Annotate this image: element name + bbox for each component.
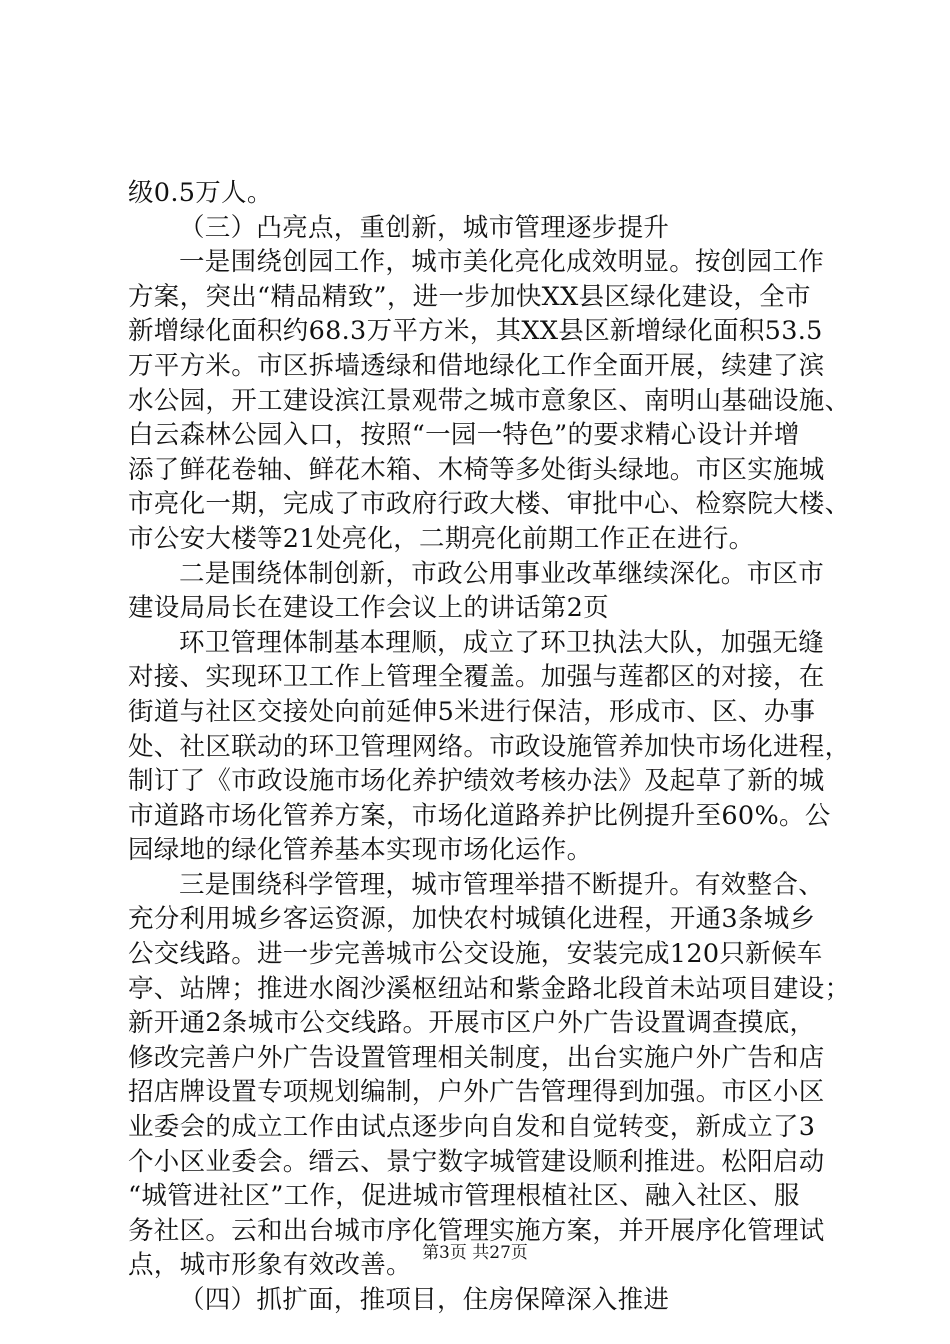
text-line: 对接、实现环卫工作上管理全覆盖。加强与莲都区的对接，在 — [128, 662, 825, 693]
text-line: 白云森林公园入口，按照“一园一特色”的要求精心设计并增 — [128, 420, 800, 451]
text-line: 万平方米。市区拆墙透绿和借地绿化工作全面开展，续建了滨 — [128, 350, 825, 381]
text-line: 招店牌设置专项规划编制，户外广告管理得到加强。市区小区 — [128, 1077, 825, 1108]
text-line: 公交线路。进一步完善城市公交设施，安装完成120只新候车 — [128, 939, 823, 970]
text-line: 市道路市场化管养方案，市场化道路养护比例提升至60%。公 — [128, 800, 831, 831]
text-line: 市亮化一期，完成了市政府行政大楼、审批中心、检察院大楼、 — [128, 489, 851, 520]
document-body — [128, 176, 851, 1318]
text-line: 添了鲜花卷轴、鲜花木箱、木椅等多处街头绿地。市区实施城 — [128, 454, 825, 485]
text-line: 充分利用城乡客运资源，加快农村城镇化进程，开通3条城乡 — [128, 904, 816, 935]
text-line: 二是围绕体制创新，市政公用事业改革继续深化。市区市 — [179, 558, 825, 589]
text-line: 点，城市形象有效改善。 — [128, 1250, 412, 1281]
text-line: 级0.5万人。 — [128, 178, 273, 208]
text-line: 市公安大楼等21处亮化，二期亮化前期工作正在进行。 — [128, 523, 755, 554]
text-line: （四）抓扩面，推项目，住房保障深入推进 — [179, 1285, 670, 1315]
text-line: 新增绿化面积约68.3万平方米，其XX县区新增绿化面积53.5 — [128, 316, 823, 347]
text-line: 新开通2条城市公交线路。开展市区户外广告设置调查摸底， — [128, 1008, 816, 1039]
text-line: 修改完善户外广告设置管理相关制度，出台实施户外广告和店 — [128, 1042, 825, 1073]
text-line: 园绿地的绿化管养基本实现市场化运作。 — [128, 835, 593, 866]
text-line: 一是围绕创园工作，城市美化亮化成效明显。按创园工作 — [179, 247, 825, 278]
text-line: 方案，突出“精品精致”，进一步加快XX县区绿化建设，全市 — [128, 281, 811, 312]
text-line: “城管进社区”工作，促进城市管理根植社区、融入社区、服 — [128, 1181, 800, 1212]
text-line: 业委会的成立工作由试点逐步向自发和自觉转变，新成立了3 — [128, 1112, 816, 1143]
text-line: 亭、站牌；推进水阁沙溪枢纽站和紫金路北段首未站项目建设； — [128, 973, 851, 1004]
text-line: 务社区。云和出台城市序化管理实施方案，并开展序化管理试 — [128, 1215, 825, 1246]
text-line: 三是围绕科学管理，城市管理举措不断提升。有效整合、 — [179, 869, 825, 900]
text-line: 制订了《市政设施市场化养护绩效考核办法》及起草了新的城 — [128, 766, 825, 797]
page-footer: 第3页 共27页 — [422, 1243, 528, 1263]
text-line: 建设局局长在建设工作会议上的讲话第2页 — [128, 593, 609, 624]
text-line: 街道与社区交接处向前延伸5米进行保洁，形成市、区、办事 — [128, 696, 816, 727]
text-line: （三）凸亮点，重创新，城市管理逐步提升 — [179, 212, 670, 243]
text-line: 处、社区联动的环卫管理网络。市政设施管养加快市场化进程， — [128, 731, 851, 762]
text-line: 环卫管理体制基本理顺，成立了环卫执法大队，加强无缝 — [179, 627, 825, 658]
text-line: 水公园，开工建设滨江景观带之城市意象区、南明山基础设施、 — [128, 385, 851, 416]
text-line: 个小区业委会。缙云、景宁数字城管建设顺利推进。松阳启动 — [128, 1146, 825, 1177]
